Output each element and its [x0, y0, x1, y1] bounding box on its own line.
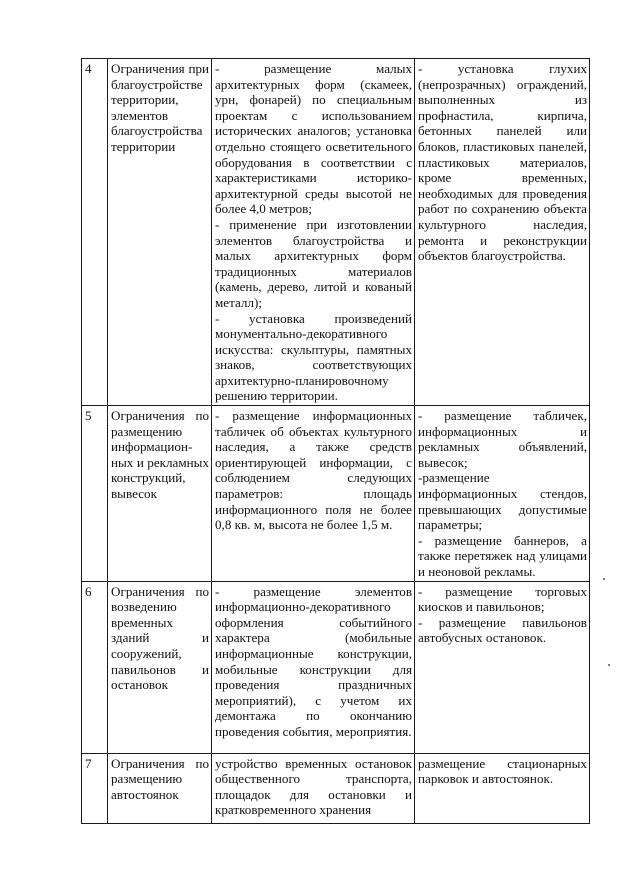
- row-number: 7: [82, 753, 108, 823]
- scan-speck: [608, 664, 610, 666]
- row-number: 6: [82, 581, 108, 753]
- row-number: 4: [82, 59, 108, 406]
- prohibited-cell: - установка глухих (непрозрачных) ограждений, выполненных из профнастила, кирпича, бетонных панелей или блоков, пластиковых панелей, пластиковых материалов, кроме временных, необходимых для проведения работ по сохранению объекта культурного наследия, ремонта и реконструкции объектов благоустройства.: [415, 59, 590, 406]
- allowed-cell: устройство временных остановок общественного транспорта, площадок для остановки и кратковременного хранения: [212, 753, 415, 823]
- allowed-cell: - размещение информационных табличек об объектах культурного наследия, а также средств ориентирующей информации, с соблюдением следующих параметров: площадь информационного поля не более 0,8 кв. м, высота не более 1,5 м.: [212, 406, 415, 582]
- allowed-cell: - размещение малых архитектурных форм (скамеек, урн, фонарей) по специальным проектам с использованием исторических аналогов; установка отдельно стоящего осветительного оборудования в соответствии с характеристиками историко-архитектурной среды высотой не более 4,0 метров; - применение при изготовлении элементов благоустройства и малых архитектурных форм традиционных материалов (камень, дерево, литой и кованый металл); - установка произведений монументально-декоративного искусства: скульптуры, памятных знаков, соответствующих архитектурно-планировочному решению территории.: [212, 59, 415, 406]
- allowed-cell: - размещение элементов информационно-декоративного оформления событийного характера (мобильные информационные конструкции, мобильные конструкции для проведения праздничных мероприятий), с учетом их демонтажа по окончанию проведения события, мероприятия.: [212, 581, 415, 753]
- restriction-name: Ограничения по возведению временных зданий и сооружений, павильонов и остановок: [108, 581, 212, 753]
- scan-speck: [603, 578, 605, 580]
- prohibited-cell: - размещение торговых киосков и павильонов; - размещение павильонов автобусных остановок.: [415, 581, 590, 753]
- restrictions-table: [81, 58, 590, 824]
- table-row: [82, 581, 590, 753]
- table-row: [82, 406, 590, 582]
- prohibited-cell: размещение стационарных парковок и автостоянок.: [415, 753, 590, 823]
- restriction-name: Ограничения по размещению автостоянок: [108, 753, 212, 823]
- row-number: 5: [82, 406, 108, 582]
- table-row: [82, 59, 590, 406]
- restriction-name: Ограничения по размещению информацион-ных и рекламных конструкций, вывесок: [108, 406, 212, 582]
- prohibited-cell: - размещение табличек, информационных и рекламных объявлений, вывесок; -размещение информационных стендов, превышающих допустимые параметры; - размещение баннеров, а также перетяжек над улицами и неоновой рекламы.: [415, 406, 590, 582]
- restriction-name: Ограничения при благоустройстве территории, элементов благоустройства территории: [108, 59, 212, 406]
- table-row: [82, 753, 590, 823]
